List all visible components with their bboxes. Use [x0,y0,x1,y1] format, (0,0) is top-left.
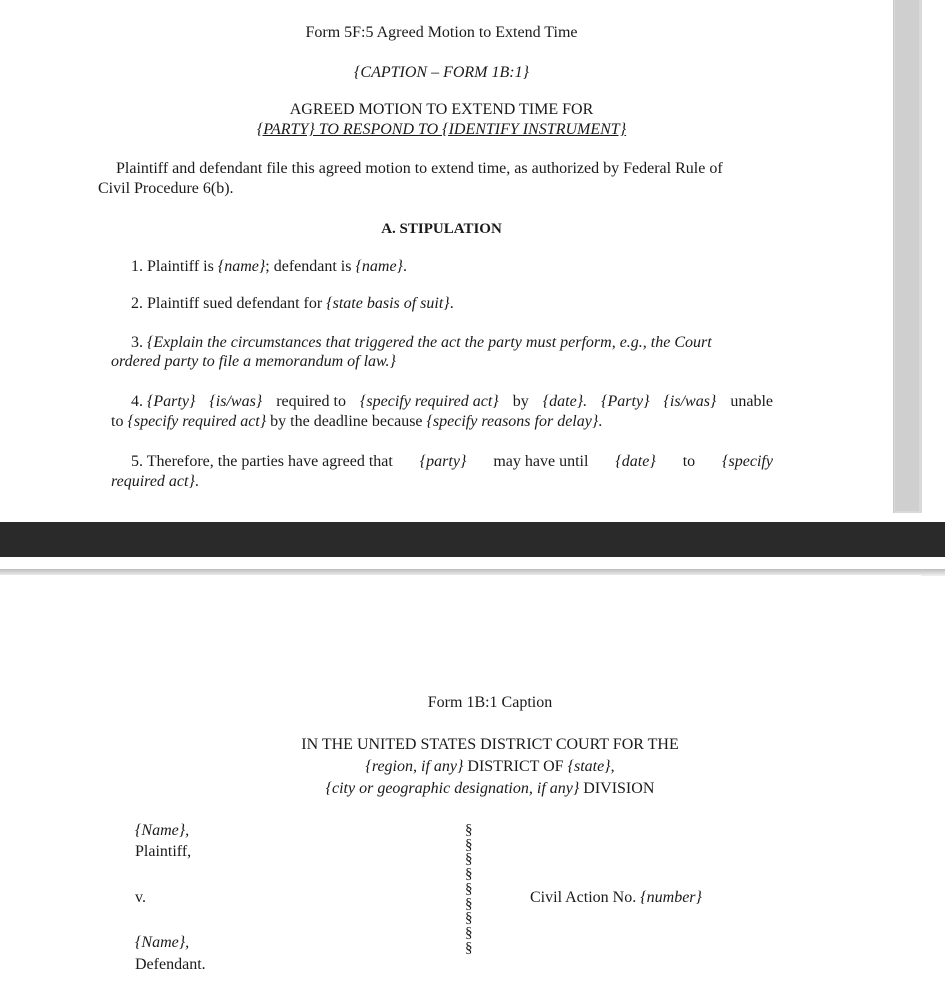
caption-reference: {CAPTION – FORM 1B:1} [354,64,529,81]
motion-heading-line1: AGREED MOTION TO EXTEND TIME FOR [289,101,594,118]
paragraph-5-line2: required act}. [111,473,199,490]
court-line2: {region, if any} DISTRICT OF {state}, [365,758,615,775]
versus-label: v. [135,889,146,906]
intro-paragraph-line2: Civil Procedure 6(b). [98,180,234,197]
paragraph-4-line1: 4. {Party} {is/was} required to {specify required act} by {date}. {Party} {is/was} unable [131,393,773,410]
section-heading-stipulation: A. STIPULATION [381,221,502,237]
section-symbol: § [465,880,473,897]
section-symbol: § [465,910,473,927]
section-symbol: § [465,851,473,868]
court-line3: {city or geographic designation, if any} DIVISION [325,780,655,797]
paragraph-1: 1. Plaintiff is {name}; defendant is {name}. [131,258,407,275]
paragraph-3-line1: 3. {Explain the circumstances that triggered the act the party must perform, e.g., the Court [131,334,712,351]
court-line1: IN THE UNITED STATES DISTRICT COURT FOR THE [301,736,679,753]
paragraph-2: 2. Plaintiff sued defendant for {state basis of suit}. [131,295,454,312]
section-symbol-column [465,823,485,955]
section-symbol: § [465,836,473,853]
intro-paragraph-line1: Plaintiff and defendant file this agreed motion to extend time, as authorized by Federal Rule of [116,160,723,177]
section-symbol: § [465,939,473,956]
defendant-name: {Name}, [135,934,190,951]
civil-action-number: Civil Action No. {number} [530,889,702,906]
defendant-label: Defendant. [135,956,206,973]
section-symbol: § [465,895,473,912]
paragraph-5-line1: 5. Therefore, the parties have agreed that {party} may have until {date} to {specify [131,453,773,470]
caption-form-title: Form 1B:1 Caption [427,694,553,711]
section-symbol: § [465,924,473,941]
section-symbol: § [465,866,473,883]
motion-heading-line2: {PARTY} TO RESPOND TO {IDENTIFY INSTRUMENT} [256,121,627,138]
page-separator [0,522,945,557]
plaintiff-label: Plaintiff, [135,843,192,860]
paragraph-3-line2: ordered party to file a memorandum of law.} [111,353,396,370]
form-title: Form 5F:5 Agreed Motion to Extend Time [305,24,578,41]
document-page-caption [0,575,921,984]
vertical-scrollbar-thumb[interactable] [895,0,919,511]
section-symbol: § [465,822,473,838]
plaintiff-name: {Name}, [135,822,190,839]
paragraph-4-line2: to {specify required act} by the deadline because {specify reasons for delay}. [111,413,603,430]
